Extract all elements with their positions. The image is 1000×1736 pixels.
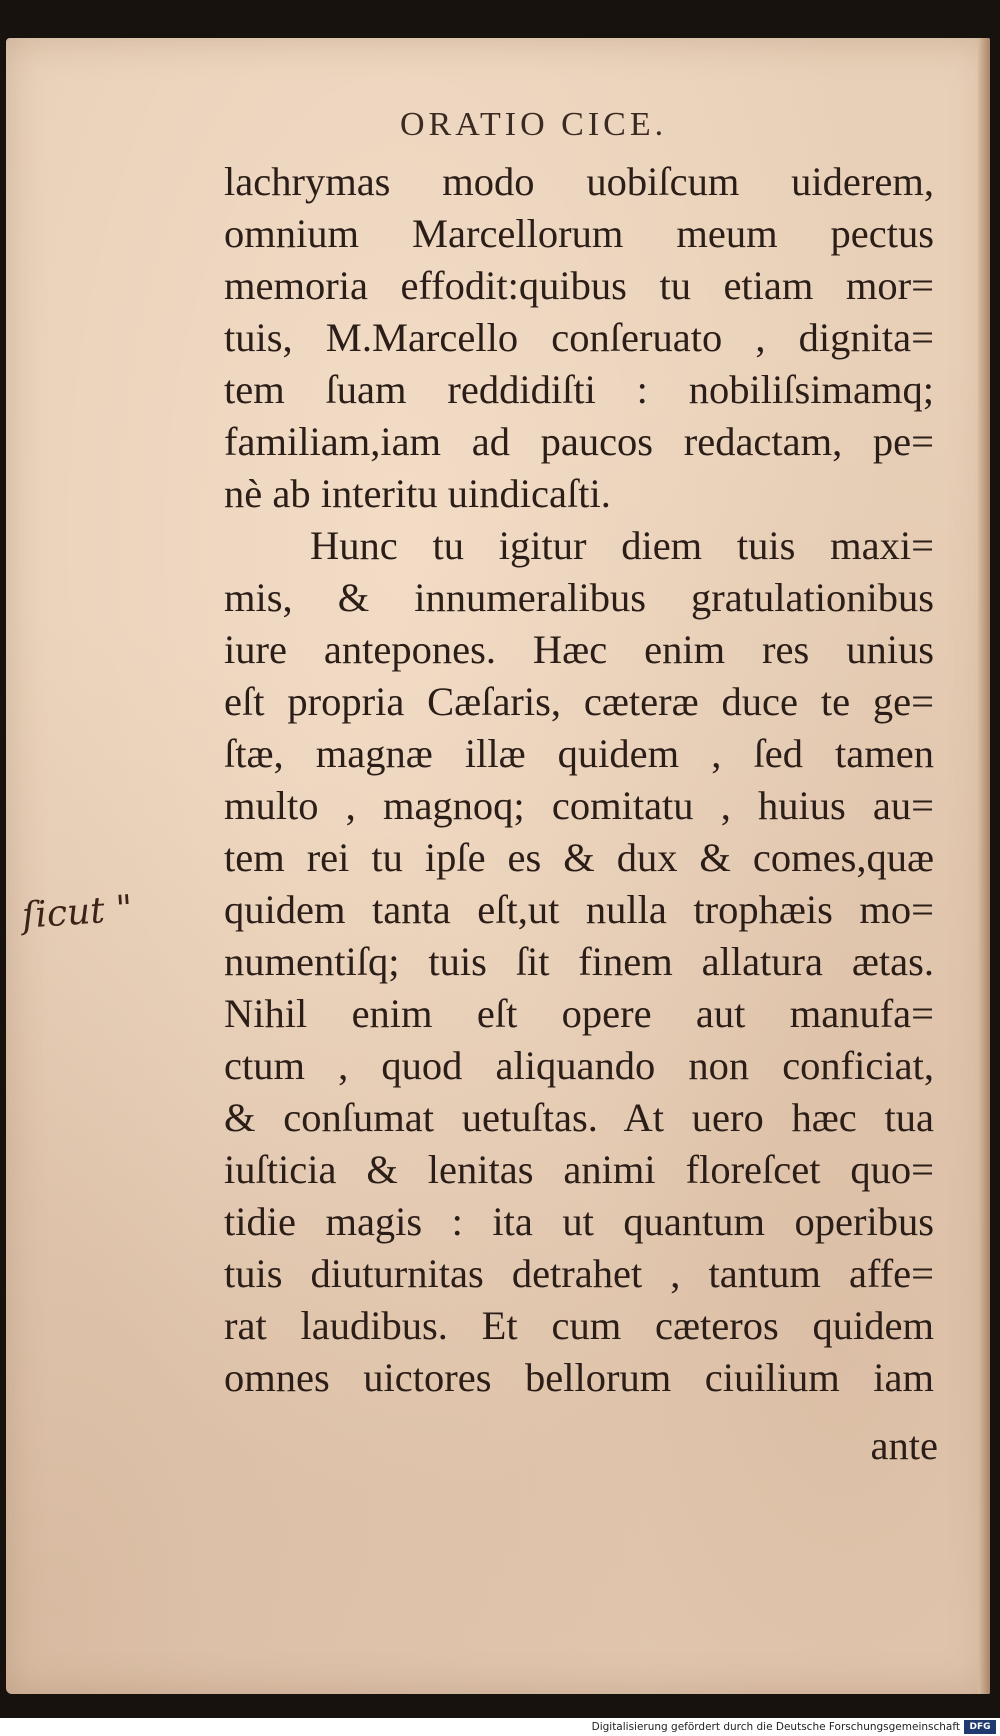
- text-line: quidem tanta eſt,ut nulla trophæis mo=: [224, 887, 934, 932]
- text-line: tem rei tu ipſe es & dux & comes,quæ: [224, 835, 934, 880]
- text-line: & conſumat uetuſtas. At uero hæc tua: [224, 1095, 934, 1140]
- text-line: memoria effodit:quibus tu etiam mor=: [224, 263, 934, 308]
- text-line: tuis, M.Marcello conſeruato , dignita=: [224, 315, 934, 360]
- text-line: Hunc tu igitur diem tuis maxi=: [310, 523, 934, 568]
- text-line: Nihil enim eſt opere aut manufa=: [224, 991, 934, 1036]
- funding-credit: Digitalisierung gefördert durch die Deutsche Forschungsgemeinschaft: [591, 1721, 960, 1733]
- text-line: lachrymas modo uobiſcum uiderem,: [224, 159, 934, 204]
- text-line: tem ſuam reddidiſti : nobiliſsimamq;: [224, 367, 934, 412]
- handwritten-marginal-note: ſicut ": [20, 888, 134, 937]
- dfg-logo: DFG: [964, 1720, 996, 1734]
- text-line: omnes uictores bellorum ciuilium iam: [224, 1355, 934, 1400]
- text-line: tidie magis : ita ut quantum operibus: [224, 1199, 934, 1244]
- text-line: tuis diuturnitas detrahet , tantum affe=: [224, 1251, 934, 1296]
- footer-bar: [0, 1718, 1000, 1736]
- text-line: nè ab interitu uindicaſti.: [224, 471, 611, 516]
- text-line: ctum , quod aliquando non conficiat,: [224, 1043, 934, 1088]
- text-line: omnium Marcellorum meum pectus: [224, 211, 934, 256]
- page-edge: [978, 38, 990, 1694]
- catchword: ante: [870, 1423, 938, 1468]
- text-line: iure antepones. Hæc enim res unius: [224, 627, 934, 672]
- body-text: [224, 156, 934, 1404]
- text-line: rat laudibus. Et cum cæteros quidem: [224, 1303, 934, 1348]
- text-line: familiam,iam ad paucos redactam, pe=: [224, 419, 934, 464]
- text-line: eſt propria Cæſaris, cæteræ duce te ge=: [224, 679, 934, 724]
- running-head: ORATIO CICE.: [400, 106, 668, 143]
- text-line: multo , magnoq; comitatu , huius au=: [224, 783, 934, 828]
- text-line: numentiſq; tuis ſit finem allatura ætas.: [224, 939, 934, 984]
- text-line: iuſticia & lenitas animi floreſcet quo=: [224, 1147, 934, 1192]
- text-line: ſtæ, magnæ illæ quidem , ſed tamen: [224, 731, 934, 776]
- text-line: mis, & innumeralibus gratulationibus: [224, 575, 934, 620]
